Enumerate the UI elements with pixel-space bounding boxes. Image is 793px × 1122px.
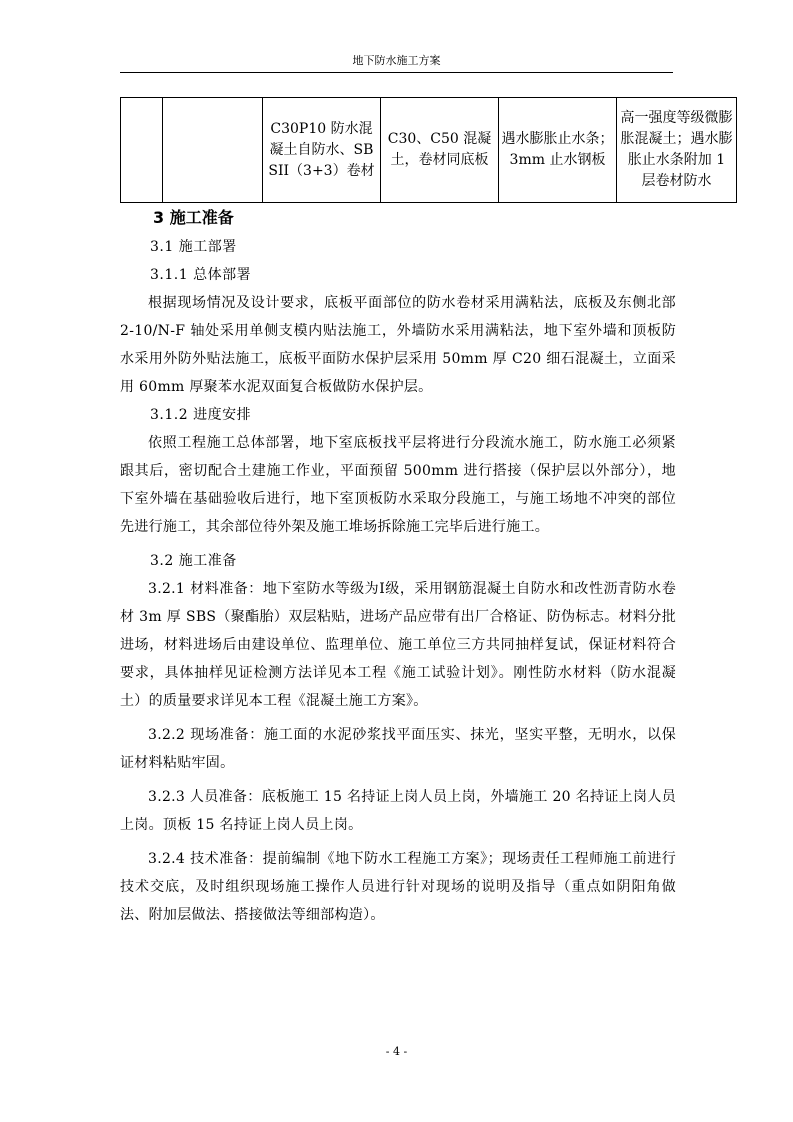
table-cell: 高一强度等级微膨胀混凝土；遇水膨胀止水条附加 1 层卷材防水 <box>617 98 737 203</box>
page-number: - 4 - <box>385 1045 408 1058</box>
paragraph-3-2-2: 3.2.2 现场准备：施工面的水泥砂浆找平面压实、抹光，坚实平整，无明水，以保证材料粘贴牢固。 <box>120 727 676 771</box>
paragraph-3-2-1: 3.2.1 材料准备：地下室防水等级为Ⅰ级，采用钢筋混凝土自防水和改性沥青防水卷材 3m 厚 SBS（聚酯胎）双层粘贴，进场产品应带有出厂合格证、防伪标志。材料分批进场，材料进场后由建设单位、监理单位、施工单位三方共同抽样复试，保证材料符合要求，具体抽样见证检测方法详见本工程《施工试验计划》。刚性防水材料（防水混凝土）的质量要求详见本工程《混凝土施工方案》。 <box>120 581 676 709</box>
section-title: 3 施工准备 <box>153 208 234 227</box>
paragraph-3-2-3: 3.2.3 人员准备：底板施工 15 名持证上岗人员上岗，外墙施工 20 名持证上岗人员上岗。顶板 15 名持证上岗人员上岗。 <box>120 789 676 833</box>
table-row <box>121 98 737 203</box>
subheading-3-2: 3.2 施工准备 <box>150 553 237 569</box>
paragraph-3-1-2: 依照工程施工总体部署，地下室底板找平层将进行分段流水施工，防水施工必须紧跟其后，密切配合土建施工作业，平面预留 500mm 进行搭接（保护层以外部分），地下室外墙在基础验收后进行，地下室顶板防水采取分段施工，与施工场地不冲突的部位先进行施工，其余部位待外架及施工堆场拆除施工完毕后进行施工。 <box>120 435 676 535</box>
subheading-3-1: 3.1 施工部署 <box>150 239 237 255</box>
page-header: 地下防水施工方案 <box>352 54 441 67</box>
document-body <box>120 203 676 929</box>
table-cell: C30P10 防水混凝土自防水、SBSII（3+3）卷材 <box>263 98 381 203</box>
table-cell <box>163 98 263 203</box>
waterproof-spec-table <box>120 97 737 203</box>
paragraph-3-2-4: 3.2.4 技术准备：提前编制《地下防水工程施工方案》；现场责任工程师施工前进行技术交底，及时组织现场施工操作人员进行针对现场的说明及指导（重点如阴阳角做法、附加层做法、搭接做法等细部构造）。 <box>120 851 676 923</box>
table-cell: C30、C50 混凝土，卷材同底板 <box>381 98 499 203</box>
header-rule <box>120 72 673 73</box>
paragraph-3-1-1: 根据现场情况及设计要求，底板平面部位的防水卷材采用满粘法，底板及东侧北部 2-10/N-F 轴处采用单侧支模内贴法施工，外墙防水采用满粘法，地下室外墙和顶板防水采用外防外贴法施工，底板平面防水保护层采用 50mm 厚 C20 细石混凝土，立面采用 60mm 厚聚苯水泥双面复合板做防水保护层。 <box>120 295 676 395</box>
table-cell: 遇水膨胀止水条；3mm 止水钢板 <box>499 98 617 203</box>
subheading-3-1-1: 3.1.1 总体部署 <box>150 267 252 283</box>
subheading-3-1-2: 3.1.2 进度安排 <box>150 407 252 423</box>
table-cell <box>121 98 163 203</box>
